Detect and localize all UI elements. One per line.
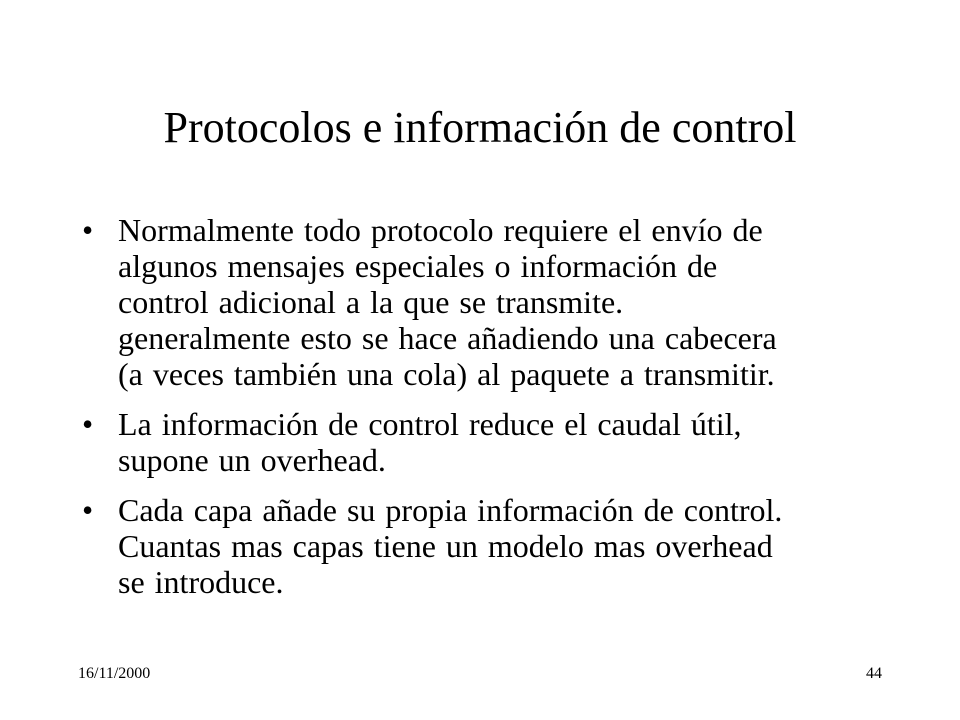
slide-title: Protocolos e información de control: [163, 103, 797, 152]
bullet-line: (a veces también una cola) al paquete a transmitir.: [118, 356, 775, 392]
bullet-icon: •: [82, 492, 94, 528]
bullet-item: [78, 492, 898, 600]
bullet-icon: •: [82, 212, 94, 248]
bullet-line: se introduce.: [118, 564, 284, 600]
bullet-text: [118, 492, 898, 600]
bullet-line: algunos mensajes especiales o información de: [118, 248, 718, 284]
bullet-line: Cada capa añade su propia información de control.: [118, 492, 783, 528]
bullet-icon: •: [82, 406, 94, 442]
bullet-line: control adicional a la que se transmite.: [118, 284, 624, 320]
bullet-item: [78, 406, 898, 478]
bullet-line: supone un overhead.: [118, 442, 386, 478]
bullet-line: Normalmente todo protocolo requiere el envío de: [118, 212, 763, 248]
bullet-line: generalmente esto se hace añadiendo una cabecera: [118, 320, 777, 356]
bullet-line: Cuantas mas capas tiene un modelo mas overhead: [118, 528, 773, 564]
bullet-list: [78, 212, 898, 614]
page-number: 44: [866, 665, 882, 682]
footer-date: 16/11/2000: [78, 665, 151, 682]
bullet-line: La información de control reduce el caudal útil,: [118, 406, 742, 442]
bullet-text: [118, 212, 898, 392]
bullet-text: [118, 406, 898, 478]
bullet-item: [78, 212, 898, 392]
